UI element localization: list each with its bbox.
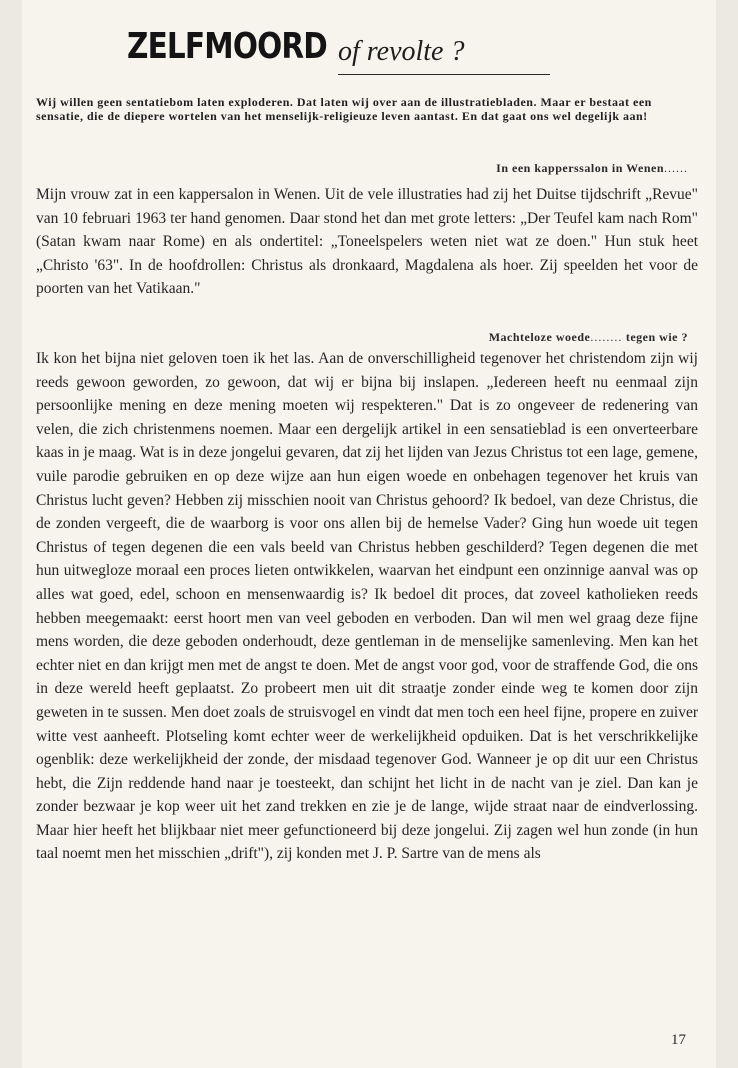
subheading-dots: ........ — [590, 330, 623, 344]
subheading-dots: ...... — [664, 161, 688, 175]
subheading-machteloze-woede — [489, 330, 688, 345]
title-main: ZELFMOORD — [127, 26, 327, 67]
title-underline — [338, 74, 550, 75]
subheading-text: Machteloze woede — [488, 330, 591, 344]
page-number: 17 — [671, 1032, 686, 1048]
title-subtitle: of revolte ? — [338, 36, 465, 67]
intro-paragraph: Wij willen geen sentatiebom laten exploderen. Dat laten wij over aan de illustratiebladen. Maar er bestaat een sensatie, die de diepere wortelen van het menselijk-religieuze leven aantast. En dat gaat ons wel degelijk aan! — [36, 95, 652, 123]
subheading-end: tegen wie ? — [625, 330, 688, 344]
article-title — [22, 22, 716, 78]
paragraph-kapperssalon: Mijn vrouw zat in een kappersalon in Wenen. Uit de vele illustraties had zij het Duitse tijdschrift „Revue" van 10 februari 1963 ter hand genomen. Daar stond het dan met grote letters: „Der Teufel kam nach Rom" (Satan kwam naar Rome) en als ondertitel: „Toneelspelers weten niet wat ze doen." Hun stuk heet „Christo '63". In de hoofdrollen: Christus als dronkaard, Magdalena als hoer. Zij speelden het voor de poorten van het Vatikaan." — [36, 186, 698, 298]
subheading-kapperssalon — [496, 161, 688, 176]
paragraph-machteloze-woede: Ik kon het bijna niet geloven toen ik het las. Aan de onverschilligheid tegenover het christendom zijn wij reeds gewoon geworden, zo gewoon, dat wij er bijna bij inslapen. „Iedereen heeft nu eenmaal zijn persoonlijke mening en deze mening moeten wij respekteren." Dat is zo ongeveer de redenering van velen, die zich christenmens noemen. Maar een dergelijk artikel in een sensatieblad is een onverteerbare kaas in je maag. Wat is in deze jongelui gevaren, dat zij het lijden van Jezus Christus tot een lage, gemene, vuile parodie gebruiken en op deze wijze aan hun eigen woede en onbehagen tegenover het kruis van Christus lucht geven? Hebben zij misschien nooit van Christus gehoord? Ik bedoel, van deze Christus, die de zonden vergeeft, die de waarborg is voor ons allen bij de hemelse Vader? Ging hun woede uit tegen Christus of tegen degenen die een vals beeld van Christus hebben geschilderd? Tegen degenen die met hun uitwegloze moraal een proces lieten ontwikkelen, waarvan het eindpunt een onzinnige aanval was op alles wat goed, edel, schoon en mensenwaardig is? Ik bedoel dit proces, dat zoveel katholieken reeds hebben meegemaakt: eerst hoort men van veel geboden en verboden. Dan wil men wel graag deze fijne mens worden, die deze geboden onderhoudt, deze gentleman in de menselijke samenleving. Men kan het echter niet en dan krijgt men met de angst te doen. Met de angst voor god, voor de straffende God, die ons in deze wereld heeft geplaatst. Zo probeert men uit dit straatje zonder einde weg te komen door zijn geweten in te sussen. Men doet zoals de struisvogel en vindt dat men toch een heel fijne, propere en zuiver witte vest aanheeft. Plotseling komt echter weer de werkelijkheid opduiken. Dat is het verschrikkelijke ogenblik: deze werkelijkheid der zonde, der misdaad tegenover God. Wanneer je op dit uur een Christus hebt, die Zijn reddende hand naar je toesteekt, dan schijnt het licht in de nacht van je ziel. Dan kan je zonder bezwaar je kop weer uit het zand trekken en zie je de lange, wijde straat naar de eindverlossing. Maar hier heeft het blijkbaar niet meer gefunctioneerd bij deze jongelui. Zij zagen wel hun zonde (in hun taal noemt men het misschien „drift"), zij konden met J. P. Sartre van de mens als — [36, 350, 698, 863]
magazine-page — [22, 0, 716, 1068]
subheading-text: In een kapperssalon in Wenen — [496, 161, 664, 175]
